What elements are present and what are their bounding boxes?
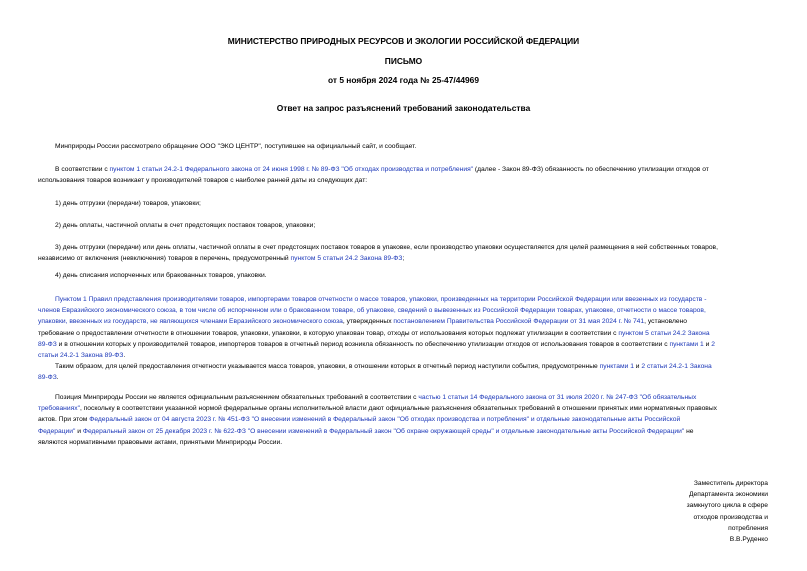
rules-link-line-2[interactable]: членов Евразийского экономического союза, в том числе об испорченном или о бракованном товаре, об упаковке, сведений о вывезенных из Российской Федерации товарах, упаковке, отчетности о массе товаров, xyxy=(38,307,706,315)
document-type: ПИСЬМО xyxy=(384,56,423,66)
law-link-89fz[interactable]: 89-ФЗ xyxy=(38,340,57,348)
paragraph-text: В соответствии с xyxy=(55,166,110,173)
paragraph-text: использования товаров возникает у производителей товаров с наиболее ранней даты из следующих дат: xyxy=(38,177,368,185)
paragraph-text: , утвержденных xyxy=(342,318,394,326)
law-link-points-1[interactable]: пунктами 1 xyxy=(599,363,634,370)
paragraph-intro xyxy=(38,141,768,152)
signer-position-line: Департамента экономики xyxy=(689,491,768,499)
law-link-451fz-cont[interactable]: Федерации" xyxy=(38,427,76,435)
rules-link-line-3[interactable]: упаковки, ввезенных из государств, не являющихся членами Евразийского экономического союза xyxy=(38,318,343,326)
law-link-89fz-article-24-2-1[interactable]: пунктом 1 статьи 24.2-1 Федерального закона от 24 июня 1998 г. № 89-ФЗ "Об отходах производства и потребления" xyxy=(109,166,474,173)
signer-position-line: Заместитель директора xyxy=(693,480,768,487)
law-link-247fz[interactable]: частью 1 статьи 14 Федерального закона от 31 июля 2020 г. № 247-ФЗ "Об обязательных xyxy=(418,394,697,401)
paragraph-text: и в отношении которых у производителей товаров, импортеров товаров в отчетный период возникла обязанность по обеспечению утилизации отходов от использования товаров в соответствии с xyxy=(56,340,670,348)
signer-position-line: замкнутого цикла в сфере xyxy=(686,502,768,510)
paragraph-text: не xyxy=(684,427,694,435)
paragraph-text: Таким образом, для целей предоставления отчетности указывается масса товаров, упаковки, в отношении которых в отчетный период наступили события, предусмотренные xyxy=(55,363,600,370)
paragraph-text: являются нормативными правовыми актами, принятыми Минприроды России. xyxy=(38,438,283,446)
list-item-text: 3) день отгрузки (передачи) или день оплаты, частичной оплаты в счет предстоящих поставок товаров в упаковке, если производство упаковки осуществляется для целей размещения в ней собственных товаров, xyxy=(55,244,718,251)
signer-position-line: отходов производства и xyxy=(693,513,768,521)
list-item-4 xyxy=(38,270,768,281)
paragraph-obligation xyxy=(38,164,768,186)
paragraph-text: и xyxy=(633,363,642,370)
list-item-text: 4) день списания испорченных или бракованных товаров, упаковки. xyxy=(55,272,267,279)
paragraph-text: Минприроды России рассмотрело обращение ООО "ЭКО ЦЕНТР", поступившее на официальный сайт, и сообщает. xyxy=(55,143,417,150)
paragraph-conclusion xyxy=(38,361,768,383)
law-link-point-2[interactable]: 2 xyxy=(711,340,715,348)
paragraph-text: , поскольку в соответствии указанной нормой федеральные органы исполнительной власти дают официальные разъяснения обязательных требований в отношении принятых ими нормативных правовых xyxy=(79,405,718,413)
government-decree-link[interactable]: постановлением Правительства Российской Федерации от 31 мая 2024 г. № 741 xyxy=(393,318,645,326)
paragraph-reporting-rules xyxy=(38,294,768,361)
paragraph-text: и xyxy=(75,427,83,435)
list-item-1 xyxy=(38,198,768,209)
signature-block xyxy=(600,478,768,545)
signer-position-line: потребления xyxy=(728,524,768,532)
paragraph-text: Позиция Минприроды России не является официальным разъяснением обязательных требований в соответствии с xyxy=(55,394,419,401)
law-link-451fz[interactable]: Федеральный закон от 04 августа 2023 г. № 451-ФЗ "О внесении изменений в Федеральный закон "Об отходах производства и потребления" и отдельные законодательные акты Российской xyxy=(89,416,681,424)
law-link-article-24-2[interactable]: пунктом 5 статьи 24.2 Закона xyxy=(618,329,710,337)
paragraph-text: . xyxy=(123,352,126,360)
law-link-article-24-2-1[interactable]: статьи 24.2-1 Закона 89-ФЗ xyxy=(38,352,124,360)
list-item-text: независимо от включения (невключения) товаров в перечень, предусмотренный xyxy=(38,255,291,263)
law-link-points-1[interactable]: пунктами 1 xyxy=(669,340,704,348)
list-item-2 xyxy=(38,220,768,231)
paragraph-position xyxy=(38,392,768,448)
rules-link-line-1[interactable]: Пунктом 1 Правил представления производителями товаров, импортерами товаров отчетности о массе товаров, упаковки, произведенных на территории Российской Федерации или ввезенных из государств - xyxy=(55,296,707,303)
document-subject: Ответ на запрос разъяснений требований законодательства xyxy=(276,103,531,113)
paragraph-text: и xyxy=(703,340,712,348)
law-link-247fz-cont[interactable]: требованиях" xyxy=(38,405,80,413)
paragraph-text: требование о предоставлении отчетности в отношении товаров, упаковки, упаковки, в которую упакован товар, отходы от использования которых подлежат утилизации в соответствии с xyxy=(38,329,619,337)
list-item-text: 2) день оплаты, частичной оплаты в счет предстоящих поставок товаров, упаковки; xyxy=(55,222,316,229)
paragraph-text: , установлено xyxy=(644,318,688,326)
law-link-622fz[interactable]: Федеральный закон от 25 декабря 2023 г. № 622-ФЗ "О внесении изменений в Федеральный закон "Об охране окружающей среды" и отдельные законодательные акты Российской Федерации" xyxy=(82,427,685,435)
paragraph-text: (далее - Закон 89-ФЗ) обязанность по обеспечению утилизации отходов от xyxy=(473,166,709,173)
signer-name: В.В.Руденко xyxy=(729,536,768,544)
list-item-3 xyxy=(38,242,768,264)
law-link-89fz[interactable]: 89-ФЗ xyxy=(38,374,57,382)
list-item-text: ; xyxy=(402,255,405,263)
law-link-point-2-article[interactable]: 2 статьи 24.2-1 Закона xyxy=(641,363,712,370)
paragraph-text: актов. При этом xyxy=(38,416,90,424)
list-item-text: 1) день отгрузки (передачи) товаров, упаковки; xyxy=(55,200,201,207)
paragraph-text: . xyxy=(56,374,59,382)
ministry-heading: МИНИСТЕРСТВО ПРИРОДНЫХ РЕСУРСОВ И ЭКОЛОГИИ РОССИЙСКОЙ ФЕДЕРАЦИИ xyxy=(227,36,580,46)
law-link-89fz-article-24-2[interactable]: пунктом 5 статьи 24.2 Закона 89-ФЗ xyxy=(290,255,403,263)
document-date-number: от 5 ноября 2024 года № 25-47/44969 xyxy=(327,75,479,85)
